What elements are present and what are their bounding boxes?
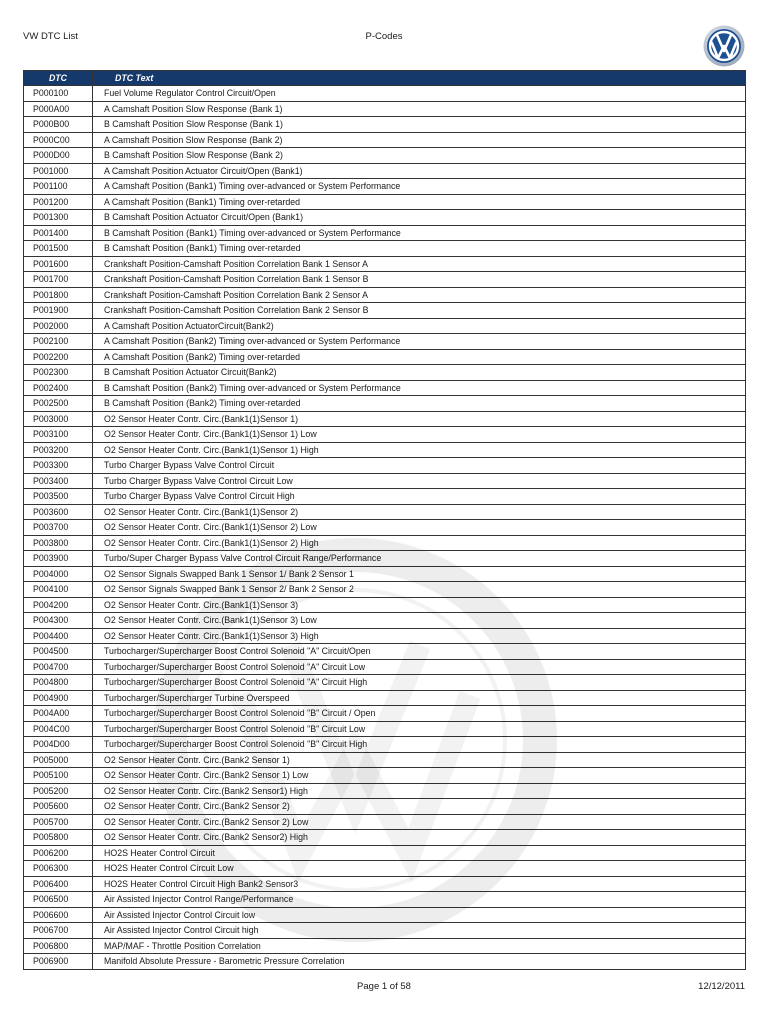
dtc-text: Crankshaft Position-Camshaft Position Correlation Bank 2 Sensor A [93,287,746,303]
table-row [24,566,746,582]
dtc-text: O2 Sensor Heater Contr. Circ.(Bank1(1)Sensor 3) Low [93,613,746,629]
table-row [24,241,746,257]
page-number: Page 1 of 58 [357,981,411,992]
dtc-text: A Camshaft Position Slow Response (Bank 1) [93,101,746,117]
table-row [24,318,746,334]
dtc-text: O2 Sensor Heater Contr. Circ.(Bank2 Sensor2) High [93,830,746,846]
dtc-text: O2 Sensor Heater Contr. Circ.(Bank1(1)Sensor 1) Low [93,427,746,443]
dtc-code: P004000 [24,566,93,582]
dtc-code: P001600 [24,256,93,272]
table-row [24,411,746,427]
table-row [24,520,746,536]
dtc-code: P004100 [24,582,93,598]
dtc-code: P004200 [24,597,93,613]
dtc-text: O2 Sensor Heater Contr. Circ.(Bank1(1)Sensor 1) High [93,442,746,458]
table-row [24,752,746,768]
table-row [24,923,746,939]
dtc-code: P000A00 [24,101,93,117]
dtc-code: P000100 [24,86,93,102]
table-row [24,659,746,675]
dtc-text: B Camshaft Position (Bank2) Timing over-advanced or System Performance [93,380,746,396]
table-row [24,845,746,861]
dtc-table [23,70,746,970]
table-row [24,535,746,551]
table-body [24,86,746,970]
dtc-text: Turbocharger/Supercharger Boost Control Solenoid "A" Circuit Low [93,659,746,675]
table-row [24,256,746,272]
table-row [24,814,746,830]
table-row [24,628,746,644]
dtc-text: O2 Sensor Heater Contr. Circ.(Bank1(1)Sensor 3) High [93,628,746,644]
table-row [24,349,746,365]
dtc-code: P006900 [24,954,93,970]
dtc-code: P004C00 [24,721,93,737]
dtc-code: P005100 [24,768,93,784]
dtc-code: P001500 [24,241,93,257]
dtc-code: P002300 [24,365,93,381]
dtc-code: P004A00 [24,706,93,722]
table-row [24,954,746,970]
dtc-code: P006400 [24,876,93,892]
column-header-dtc-text: DTC Text [93,71,746,86]
dtc-code: P002100 [24,334,93,350]
dtc-text: B Camshaft Position Actuator Circuit/Open (Bank1) [93,210,746,226]
dtc-code: P001400 [24,225,93,241]
dtc-code: P000B00 [24,117,93,133]
dtc-text: Turbo/Super Charger Bypass Valve Control Circuit Range/Performance [93,551,746,567]
table-row [24,706,746,722]
dtc-code: P004300 [24,613,93,629]
dtc-text: Turbo Charger Bypass Valve Control Circuit Low [93,473,746,489]
table-row [24,396,746,412]
table-row [24,876,746,892]
dtc-code: P000D00 [24,148,93,164]
dtc-code: P003300 [24,458,93,474]
table-row [24,86,746,102]
dtc-code: P002400 [24,380,93,396]
dtc-text: A Camshaft Position (Bank2) Timing over-retarded [93,349,746,365]
dtc-code: P002500 [24,396,93,412]
dtc-code: P003100 [24,427,93,443]
dtc-text: A Camshaft Position (Bank1) Timing over-retarded [93,194,746,210]
dtc-text: O2 Sensor Signals Swapped Bank 1 Sensor 2/ Bank 2 Sensor 2 [93,582,746,598]
dtc-code: P006700 [24,923,93,939]
dtc-text: Fuel Volume Regulator Control Circuit/Open [93,86,746,102]
dtc-text: B Camshaft Position (Bank2) Timing over-retarded [93,396,746,412]
dtc-text: Air Assisted Injector Control Circuit low [93,907,746,923]
table-row [24,613,746,629]
dtc-code: P001000 [24,163,93,179]
table-row [24,737,746,753]
dtc-text: Turbo Charger Bypass Valve Control Circuit High [93,489,746,505]
dtc-code: P004700 [24,659,93,675]
dtc-text: O2 Sensor Heater Contr. Circ.(Bank1(1)Sensor 3) [93,597,746,613]
dtc-text: Crankshaft Position-Camshaft Position Correlation Bank 2 Sensor B [93,303,746,319]
table-row [24,365,746,381]
dtc-code: P003600 [24,504,93,520]
dtc-text: Turbo Charger Bypass Valve Control Circuit [93,458,746,474]
dtc-code: P004800 [24,675,93,691]
dtc-text: Turbocharger/Supercharger Turbine Overspeed [93,690,746,706]
table-row [24,907,746,923]
table-row [24,272,746,288]
table-row [24,194,746,210]
dtc-text: Manifold Absolute Pressure - Barometric Pressure Correlation [93,954,746,970]
dtc-code: P005800 [24,830,93,846]
document-date: 12/12/2011 [698,981,745,992]
dtc-code: P006800 [24,938,93,954]
table-row [24,303,746,319]
table-row [24,442,746,458]
dtc-code: P001200 [24,194,93,210]
table-row [24,690,746,706]
dtc-code: P004D00 [24,737,93,753]
dtc-code: P004500 [24,644,93,660]
table-row [24,892,746,908]
dtc-code: P006600 [24,907,93,923]
table-row [24,163,746,179]
dtc-text: B Camshaft Position Slow Response (Bank 1) [93,117,746,133]
table-row [24,101,746,117]
table-row [24,830,746,846]
dtc-code: P001800 [24,287,93,303]
dtc-code: P003800 [24,535,93,551]
dtc-text: O2 Sensor Heater Contr. Circ.(Bank1(1)Sensor 1) [93,411,746,427]
dtc-text: Air Assisted Injector Control Circuit high [93,923,746,939]
dtc-text: O2 Sensor Heater Contr. Circ.(Bank2 Sensor 2) Low [93,814,746,830]
table-row [24,551,746,567]
dtc-code: P004400 [24,628,93,644]
dtc-text: O2 Sensor Heater Contr. Circ.(Bank1(1)Sensor 2) Low [93,520,746,536]
dtc-text: A Camshaft Position (Bank2) Timing over-advanced or System Performance [93,334,746,350]
dtc-text: Turbocharger/Supercharger Boost Control Solenoid "A" Circuit/Open [93,644,746,660]
table-row [24,473,746,489]
vw-logo-icon [703,25,745,67]
table-row [24,799,746,815]
dtc-code: P005600 [24,799,93,815]
section-title: P-Codes [365,31,403,42]
table-row [24,210,746,226]
table-row [24,117,746,133]
table-row [24,768,746,784]
document-title: VW DTC List [23,31,78,42]
dtc-code: P001900 [24,303,93,319]
table-row [24,783,746,799]
dtc-text: O2 Sensor Heater Contr. Circ.(Bank2 Sensor1) High [93,783,746,799]
table-row [24,148,746,164]
dtc-text: Turbocharger/Supercharger Boost Control Solenoid "A" Circuit High [93,675,746,691]
column-header-dtc: DTC [24,71,93,86]
dtc-text: HO2S Heater Control Circuit Low [93,861,746,877]
dtc-code: P005700 [24,814,93,830]
dtc-code: P005000 [24,752,93,768]
dtc-text: B Camshaft Position Slow Response (Bank 2) [93,148,746,164]
table-row [24,179,746,195]
dtc-code: P001700 [24,272,93,288]
dtc-code: P003400 [24,473,93,489]
table-row [24,132,746,148]
dtc-text: A Camshaft Position Slow Response (Bank 2) [93,132,746,148]
table-row [24,380,746,396]
table-row [24,582,746,598]
dtc-text: Turbocharger/Supercharger Boost Control Solenoid "B" Circuit High [93,737,746,753]
dtc-code: P003900 [24,551,93,567]
dtc-code: P003500 [24,489,93,505]
table-row [24,504,746,520]
dtc-code: P004900 [24,690,93,706]
table-row [24,458,746,474]
dtc-code: P005200 [24,783,93,799]
dtc-text: B Camshaft Position Actuator Circuit(Bank2) [93,365,746,381]
table-row [24,644,746,660]
dtc-code: P003700 [24,520,93,536]
dtc-text: O2 Sensor Heater Contr. Circ.(Bank2 Sensor 2) [93,799,746,815]
table-header-row [24,71,746,86]
table-row [24,225,746,241]
dtc-code: P001100 [24,179,93,195]
dtc-text: O2 Sensor Signals Swapped Bank 1 Sensor 1/ Bank 2 Sensor 1 [93,566,746,582]
dtc-text: O2 Sensor Heater Contr. Circ.(Bank1(1)Sensor 2) [93,504,746,520]
table-row [24,861,746,877]
table-row [24,334,746,350]
dtc-text: HO2S Heater Control Circuit High Bank2 Sensor3 [93,876,746,892]
dtc-text: Air Assisted Injector Control Range/Performance [93,892,746,908]
dtc-code: P006500 [24,892,93,908]
dtc-text: HO2S Heater Control Circuit [93,845,746,861]
dtc-code: P002000 [24,318,93,334]
table-row [24,675,746,691]
dtc-text: Crankshaft Position-Camshaft Position Correlation Bank 1 Sensor A [93,256,746,272]
dtc-code: P002200 [24,349,93,365]
dtc-code: P006300 [24,861,93,877]
dtc-text: B Camshaft Position (Bank1) Timing over-retarded [93,241,746,257]
table-row [24,721,746,737]
table-row [24,489,746,505]
dtc-code: P003200 [24,442,93,458]
dtc-text: A Camshaft Position Actuator Circuit/Open (Bank1) [93,163,746,179]
table-row [24,597,746,613]
dtc-text: B Camshaft Position (Bank1) Timing over-advanced or System Performance [93,225,746,241]
table-row [24,287,746,303]
dtc-text: MAP/MAF - Throttle Position Correlation [93,938,746,954]
table-row [24,938,746,954]
dtc-code: P003000 [24,411,93,427]
dtc-code: P000C00 [24,132,93,148]
dtc-text: O2 Sensor Heater Contr. Circ.(Bank1(1)Sensor 2) High [93,535,746,551]
dtc-text: O2 Sensor Heater Contr. Circ.(Bank2 Sensor 1) [93,752,746,768]
dtc-code: P006200 [24,845,93,861]
dtc-text: Turbocharger/Supercharger Boost Control Solenoid "B" Circuit / Open [93,706,746,722]
dtc-text: Turbocharger/Supercharger Boost Control Solenoid "B" Circuit Low [93,721,746,737]
dtc-text: Crankshaft Position-Camshaft Position Correlation Bank 1 Sensor B [93,272,746,288]
dtc-text: A Camshaft Position ActuatorCircuit(Bank2) [93,318,746,334]
dtc-text: A Camshaft Position (Bank1) Timing over-advanced or System Performance [93,179,746,195]
table-row [24,427,746,443]
dtc-text: O2 Sensor Heater Contr. Circ.(Bank2 Sensor 1) Low [93,768,746,784]
dtc-code: P001300 [24,210,93,226]
